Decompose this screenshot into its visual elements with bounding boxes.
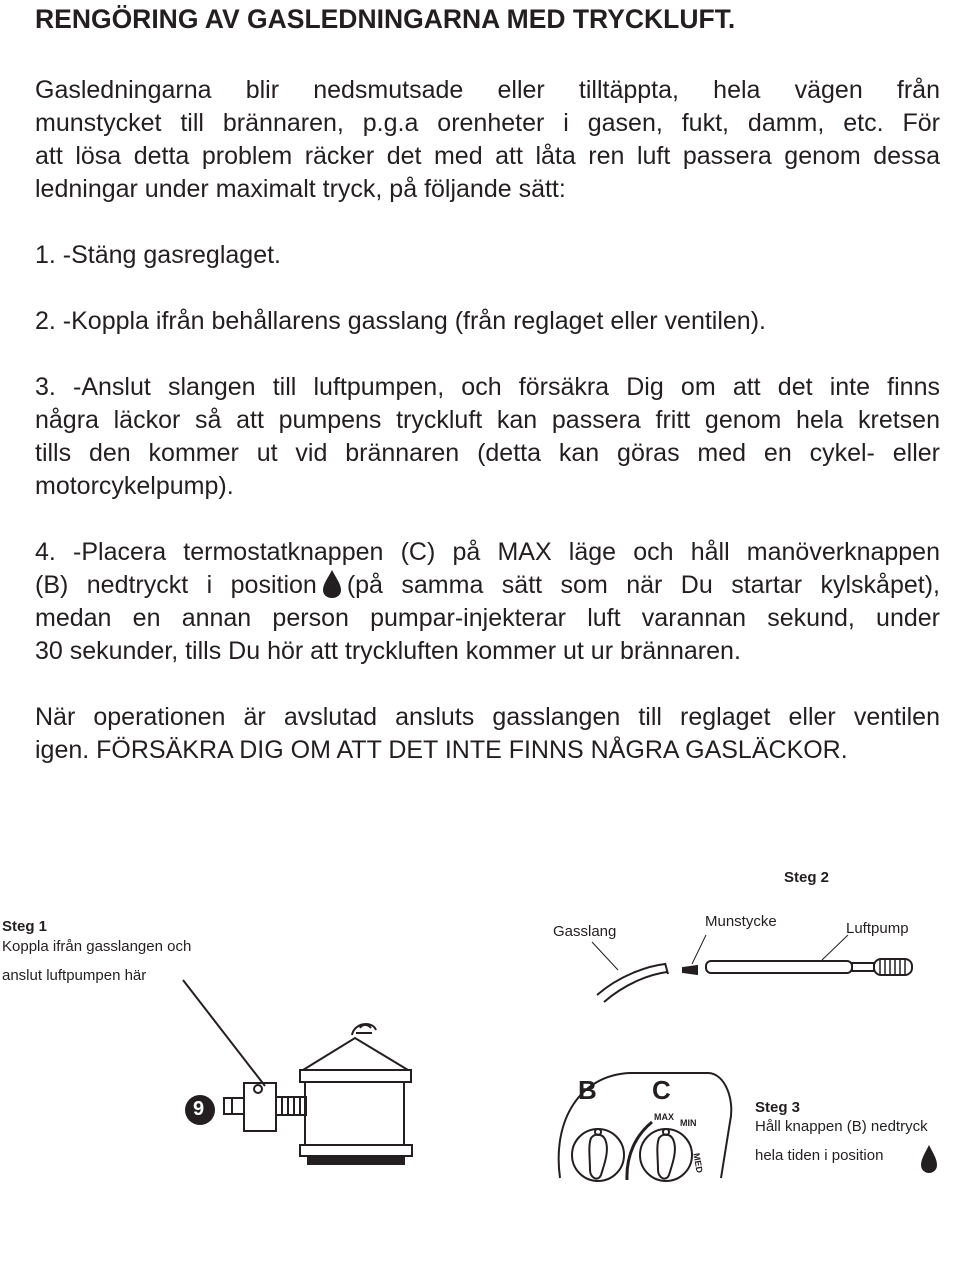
min-label: MIN xyxy=(680,1118,697,1128)
munstycke-label: Munstycke xyxy=(705,913,777,930)
intro-line-3: att lösa detta problem räcker det med att låta ren luft passera genom dessa xyxy=(35,142,940,170)
gasslang-pointer xyxy=(592,942,618,970)
step-3-line-1: 3. -Anslut slangen till luftpumpen, och försäkra Dig om att det inte finns xyxy=(35,373,940,401)
steg-1-pointer-line xyxy=(183,980,265,1086)
step-3-line-2: några läckor så att pumpens tryckluft kan passera fritt genom hela kretsen xyxy=(35,406,940,434)
steg-3-title: Steg 3 xyxy=(755,1099,801,1116)
steg-3-line-1: Håll knappen (B) nedtryck xyxy=(755,1118,928,1135)
luftpump-pointer xyxy=(822,935,848,960)
steg-1-line-2: anslut luftpumpen här xyxy=(2,967,147,984)
munstycke-pointer xyxy=(692,935,706,964)
intro-line-2: munstycket till brännaren, p.g.a orenheter i gasen, fukt, damm, etc. För xyxy=(35,109,940,137)
steg-1-line-1: Koppla ifrån gasslangen och xyxy=(2,938,192,955)
step-4-line-2-start: (B) nedtryckt i position xyxy=(35,571,317,599)
step-4-line-1: 4. -Placera termostatknappen (C) på MAX läge och håll manöverknappen xyxy=(35,538,940,566)
step-3-line-4: motorcykelpump). xyxy=(35,472,234,500)
step-2: 2. -Koppla ifrån behållarens gasslang (från reglaget eller ventilen). xyxy=(35,307,766,335)
gasslang-label: Gasslang xyxy=(553,923,617,940)
knob-b-label: B xyxy=(578,1075,597,1105)
step-3-line-3: tills den kommer ut vid brännaren (detta kan göras med en cykel- eller xyxy=(35,439,940,467)
steg-1-title: Steg 1 xyxy=(2,918,48,935)
step-4-line-4: 30 sekunder, tills Du hör att tryckluften kommer ut ur brännaren. xyxy=(35,637,741,665)
page-title: RENGÖRING AV GASLEDNINGARNA MED TRYCKLUFT. xyxy=(35,4,736,34)
closing-line-1: När operationen är avslutad ansluts gasslangen till reglaget eller ventilen xyxy=(35,703,940,731)
step-4-line-2 xyxy=(35,569,940,602)
step-1: 1. -Stäng gasreglaget. xyxy=(35,241,281,269)
illustration xyxy=(0,860,960,1260)
gas-container-drawing xyxy=(224,1024,412,1164)
flame-drop-icon xyxy=(321,569,343,599)
air-pump-drawing xyxy=(706,959,912,975)
step-4-line-2-end: (på samma sätt som när Du startar kylskåpet), xyxy=(346,571,940,599)
steg-3-line-2: hela tiden i position xyxy=(755,1147,884,1164)
gas-hose-drawing xyxy=(597,963,668,1002)
intro-line-4: ledningar under maximalt tryck, på följande sätt: xyxy=(35,175,566,203)
closing-line-2: igen. FÖRSÄKRA DIG OM ATT DET INTE FINNS NÅGRA GASLÄCKOR. xyxy=(35,736,848,764)
steg-2-title: Steg 2 xyxy=(784,869,830,886)
med-label: MED xyxy=(691,1152,705,1174)
knob-c-label: C xyxy=(652,1075,671,1105)
luftpump-label: Luftpump xyxy=(846,920,909,937)
nozzle-drawing xyxy=(683,966,697,974)
max-label: MAX xyxy=(654,1112,674,1122)
step-4-line-3: medan en annan person pumpar-injekterar luft varannan sekund, under xyxy=(35,604,940,632)
step-number-text: 9 xyxy=(193,1098,205,1120)
intro-line-1: Gasledningarna blir nedsmutsade eller tilltäppta, hela vägen från xyxy=(35,76,940,104)
flame-drop-small-icon xyxy=(921,1145,937,1173)
